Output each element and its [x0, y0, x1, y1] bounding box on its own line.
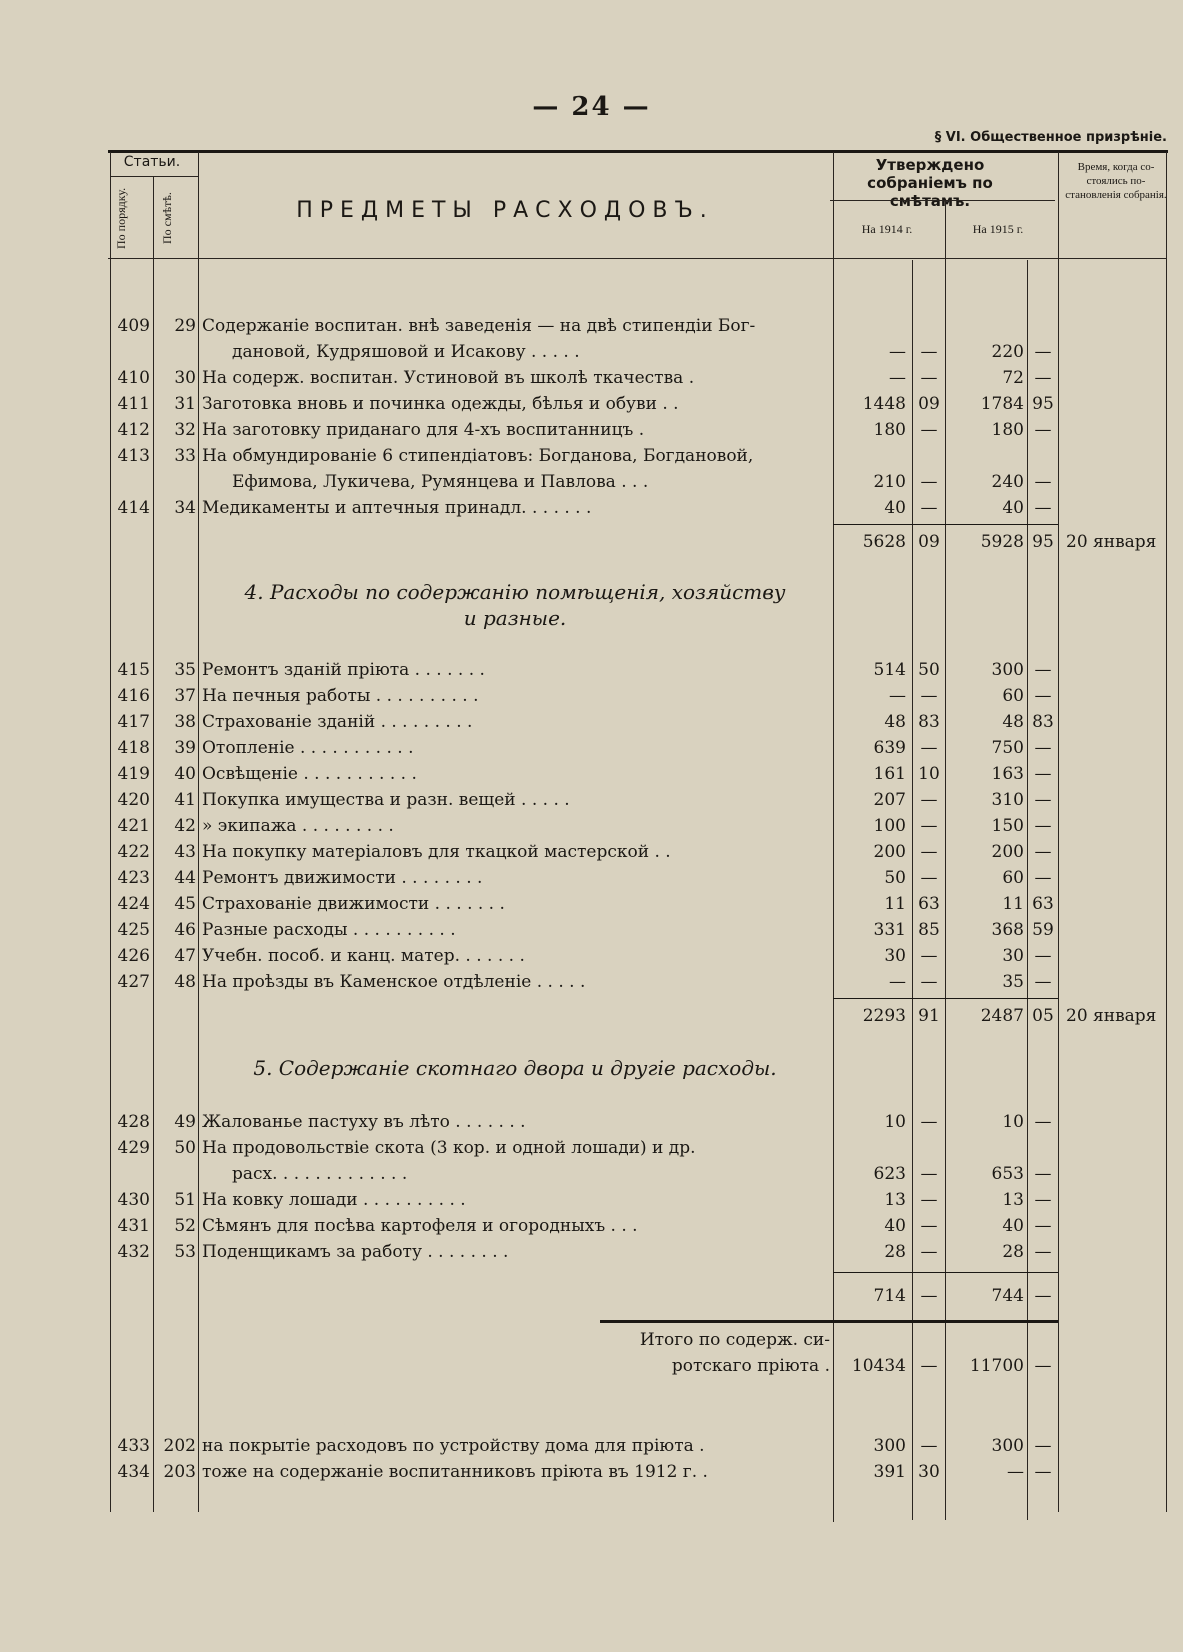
kop-1915: — [1034, 868, 1052, 888]
header-po-smete: По смѣтѣ. [160, 192, 174, 244]
amount-1915: 48 [1002, 712, 1024, 732]
amount-1914: — [889, 342, 906, 362]
row-text: На покупку матеріаловъ для ткацкой мастерской . . [202, 842, 671, 862]
kop-1915: — [1034, 790, 1052, 810]
row-num: 419 [117, 764, 150, 784]
total-rule [600, 1320, 1058, 1323]
row-num: 422 [117, 842, 150, 862]
row-text: Страхованіе движимости . . . . . . . [202, 894, 505, 914]
kop-1914: — [920, 842, 938, 862]
row-num: 412 [117, 420, 150, 440]
subtotal-kop-1915: 05 [1032, 1006, 1054, 1026]
amount-1915: 40 [1002, 1216, 1024, 1236]
itogo-1915: 11700 [969, 1356, 1024, 1376]
row-num: 416 [117, 686, 150, 706]
row-smeta: 39 [174, 738, 196, 758]
header-statyi: Статьи. [123, 154, 181, 170]
row-text: Сѣмянъ для посѣва картофеля и огородныхъ . . . [202, 1216, 638, 1236]
itogo-1914: 10434 [851, 1356, 906, 1376]
amount-1915: 300 [991, 1436, 1024, 1456]
row-smeta: 45 [174, 894, 196, 914]
header-vremya: Время, когда со-стоялись по-становленія собранія. [1065, 161, 1167, 201]
amount-1914: 40 [884, 498, 906, 518]
kop-1914: 10 [918, 764, 940, 784]
row-smeta: 37 [174, 686, 196, 706]
kop-1915: — [1034, 686, 1052, 706]
row-num: 410 [117, 368, 150, 388]
amount-1914: 28 [884, 1242, 906, 1262]
kop-1915: — [1034, 1436, 1052, 1456]
kop-1915: 59 [1032, 920, 1054, 940]
row-num: 432 [117, 1242, 150, 1262]
amount-1914: 48 [884, 712, 906, 732]
subtotal-rule [833, 524, 1058, 525]
row-num: 428 [117, 1112, 150, 1132]
kop-1914: — [920, 868, 938, 888]
row-num: 418 [117, 738, 150, 758]
header-po-poryadku: По порядку. [114, 187, 128, 249]
itogo-label-line2: ротскаго пріюта . [671, 1356, 830, 1376]
kop-1914: — [920, 368, 938, 388]
amount-1914: 13 [884, 1190, 906, 1210]
row-num: 414 [117, 498, 150, 518]
row-smeta: 51 [174, 1190, 196, 1210]
row-text: Страхованіе зданій . . . . . . . . . [202, 712, 473, 732]
row-text: На содерж. воспитан. Устиновой въ школѣ ткачества . [202, 368, 695, 388]
col-line-h [1058, 152, 1059, 1512]
amount-1915: 750 [991, 738, 1024, 758]
kop-1915: — [1034, 1190, 1052, 1210]
section-5-heading: 5. Содержаніе скотнаго двора и другіе расходы. [253, 1056, 777, 1080]
section-4-heading-line2: и разные. [463, 606, 567, 630]
row-smeta: 202 [163, 1436, 196, 1456]
amount-1914: 100 [873, 816, 906, 836]
kop-1915: — [1034, 738, 1052, 758]
row-smeta: 40 [174, 764, 196, 784]
row-text: На продовольствіе скота (3 кор. и одной лошади) и др. [202, 1138, 696, 1158]
amount-1914: 207 [873, 790, 906, 810]
kop-1915: — [1034, 472, 1052, 492]
subtotal-kop-1914: — [920, 1286, 938, 1306]
amount-1914: 210 [873, 472, 906, 492]
subtotal-1915: 5928 [980, 532, 1024, 552]
row-text: Медикаменты и аптечныя принадл. . . . . . . [202, 498, 592, 518]
row-num: 415 [117, 660, 150, 680]
header-1915: На 1915 г. [972, 222, 1024, 236]
amount-1915: 220 [991, 342, 1024, 362]
amount-1915: 13 [1002, 1190, 1024, 1210]
amount-1914: 331 [873, 920, 906, 940]
row-smeta: 43 [174, 842, 196, 862]
subtotal-kop-1914: 91 [918, 1006, 940, 1026]
row-num: 434 [117, 1462, 150, 1482]
amount-1914: 391 [873, 1462, 906, 1482]
row-num: 409 [117, 316, 150, 336]
row-smeta: 31 [174, 394, 196, 414]
row-num: 413 [117, 446, 150, 466]
row-text: Разные расходы . . . . . . . . . . [202, 920, 456, 940]
row-smeta: 203 [163, 1462, 196, 1482]
page-number: — 24 — [532, 92, 651, 122]
row-smeta: 48 [174, 972, 196, 992]
kop-1914: — [920, 1190, 938, 1210]
kop-1915: — [1034, 972, 1052, 992]
kop-1914: — [920, 738, 938, 758]
subtotal-1915: 2487 [980, 1006, 1024, 1026]
subtotal-1915: 744 [991, 1286, 1024, 1306]
kop-1915: — [1034, 660, 1052, 680]
amount-1915: 200 [991, 842, 1024, 862]
row-smeta: 46 [174, 920, 196, 940]
amount-1915: 163 [991, 764, 1024, 784]
kop-1914: — [920, 1164, 938, 1184]
kop-1915: — [1034, 368, 1052, 388]
row-smeta: 52 [174, 1216, 196, 1236]
kop-1914: — [920, 686, 938, 706]
amount-1914: 639 [873, 738, 906, 758]
col-line-c [198, 152, 199, 1512]
subtotal-1914: 714 [873, 1286, 906, 1306]
kop-1914: — [920, 420, 938, 440]
row-smeta: 32 [174, 420, 196, 440]
row-text: Отопленіе . . . . . . . . . . . [202, 738, 414, 758]
row-text: На печныя работы . . . . . . . . . . [202, 686, 479, 706]
kop-1915: — [1034, 342, 1052, 362]
row-num: 417 [117, 712, 150, 732]
kop-1914: — [920, 816, 938, 836]
row-smeta: 30 [174, 368, 196, 388]
amount-1914: — [889, 686, 906, 706]
row-num: 421 [117, 816, 150, 836]
row-num: 411 [117, 394, 150, 414]
amount-1914: — [889, 972, 906, 992]
row-text: Ефимова, Лукичева, Румянцева и Павлова . . . [232, 472, 649, 492]
row-text: На заготовку приданаго для 4-хъ воспитанницъ . [202, 420, 645, 440]
col-line-e [912, 260, 913, 1520]
kop-1914: — [920, 790, 938, 810]
col-line-i [1166, 152, 1167, 1512]
kop-1915: — [1034, 1216, 1052, 1236]
amount-1914: 300 [873, 1436, 906, 1456]
amount-1914: 514 [873, 660, 906, 680]
section-label: § VI. Общественное призрѣніе. [934, 130, 1167, 145]
kop-1914: — [920, 1216, 938, 1236]
row-num: 423 [117, 868, 150, 888]
kop-1915: 95 [1032, 394, 1054, 414]
kop-1915: — [1034, 946, 1052, 966]
row-text: На проѣзды въ Каменское отдѣленіе . . . . . [202, 972, 586, 992]
row-text: Поденщикамъ за работу . . . . . . . . [202, 1242, 509, 1262]
row-smeta: 53 [174, 1242, 196, 1262]
itogo-label-line1: Итого по содерж. си- [639, 1330, 830, 1350]
amount-1915: 40 [1002, 498, 1024, 518]
row-smeta: 49 [174, 1112, 196, 1132]
subtotal-date: 20 января [1066, 532, 1157, 552]
kop-1915: — [1034, 764, 1052, 784]
header-title: ПРЕДМЕТЫ РАСХОДОВЪ. [296, 198, 714, 223]
kop-1914: — [920, 972, 938, 992]
kop-1914: — [920, 472, 938, 492]
row-smeta: 34 [174, 498, 196, 518]
amount-1915: 653 [991, 1164, 1024, 1184]
row-smeta: 35 [174, 660, 196, 680]
amount-1914: 1448 [862, 394, 906, 414]
row-text: тоже на содержаніе воспитанниковъ пріюта въ 1912 г. . [202, 1462, 708, 1482]
amount-1915: 28 [1002, 1242, 1024, 1262]
kop-1915: 63 [1032, 894, 1054, 914]
row-text: Содержаніе воспитан. внѣ заведенія — на двѣ стипендіи Бог- [202, 316, 756, 336]
year-rule [830, 200, 1055, 201]
row-num: 430 [117, 1190, 150, 1210]
subtotal-kop-1914: 09 [918, 532, 940, 552]
row-text: Освѣщеніе . . . . . . . . . . . [202, 764, 417, 784]
amount-1914: 161 [873, 764, 906, 784]
kop-1915: 83 [1032, 712, 1054, 732]
row-text: дановой, Кудряшовой и Исакову . . . . . [232, 342, 580, 362]
row-smeta: 29 [174, 316, 196, 336]
kop-1915: — [1034, 816, 1052, 836]
amount-1914: 200 [873, 842, 906, 862]
kop-1915: — [1034, 1242, 1052, 1262]
row-num: 420 [117, 790, 150, 810]
header-bottom-rule [108, 258, 1166, 259]
amount-1914: 623 [873, 1164, 906, 1184]
kop-1915: — [1034, 498, 1052, 518]
subtotal-kop-1915: 95 [1032, 532, 1054, 552]
kop-1914: — [920, 946, 938, 966]
row-text: Ремонтъ движимости . . . . . . . . [202, 868, 483, 888]
section-4-heading-line1: 4. Расходы по содержанію помѣщенія, хозяйству [244, 580, 786, 604]
row-text: Покупка имущества и разн. вещей . . . . . [202, 790, 570, 810]
row-smeta: 41 [174, 790, 196, 810]
amount-1915: 310 [991, 790, 1024, 810]
subtotal-rule [833, 1272, 1058, 1273]
amount-1915: 180 [991, 420, 1024, 440]
row-smeta: 33 [174, 446, 196, 466]
kop-1915: — [1034, 420, 1052, 440]
kop-1915: — [1034, 1112, 1052, 1132]
amount-1915: 72 [1002, 368, 1024, 388]
kop-1914: 83 [918, 712, 940, 732]
row-num: 431 [117, 1216, 150, 1236]
subtotal-kop-1915: — [1034, 1286, 1052, 1306]
row-text: На ковку лошади . . . . . . . . . . [202, 1190, 466, 1210]
amount-1915: 240 [991, 472, 1024, 492]
row-smeta: 44 [174, 868, 196, 888]
subtotal-rule [833, 998, 1058, 999]
kop-1914: — [920, 1436, 938, 1456]
itogo-kop-1914: — [920, 1356, 938, 1376]
kop-1914: — [920, 1242, 938, 1262]
subtotal-1914: 2293 [862, 1006, 906, 1026]
row-num: 427 [117, 972, 150, 992]
row-num: 424 [117, 894, 150, 914]
amount-1915: 10 [1002, 1112, 1024, 1132]
subtotal-1914: 5628 [862, 532, 906, 552]
row-num: 426 [117, 946, 150, 966]
kop-1914: — [920, 1112, 938, 1132]
subtotal-date: 20 января [1066, 1006, 1157, 1026]
kop-1915: — [1034, 1462, 1052, 1482]
row-num: 429 [117, 1138, 150, 1158]
kop-1914: 50 [918, 660, 940, 680]
row-text: На обмундированіе 6 стипендіатовъ: Богданова, Богдановой, [202, 446, 754, 466]
amount-1914: 11 [884, 894, 906, 914]
row-smeta: 50 [174, 1138, 196, 1158]
amount-1914: 40 [884, 1216, 906, 1236]
amount-1915: 60 [1002, 686, 1024, 706]
top-rule [108, 150, 1168, 153]
amount-1915: 35 [1002, 972, 1024, 992]
row-smeta: 42 [174, 816, 196, 836]
kop-1914: 30 [918, 1462, 940, 1482]
header-utverzhdeno: Утверждено собраніемъ по смѣтамъ. [867, 156, 993, 210]
amount-1914: 30 [884, 946, 906, 966]
amount-1915: 11 [1002, 894, 1024, 914]
kop-1914: — [920, 498, 938, 518]
amount-1915: 30 [1002, 946, 1024, 966]
statyi-rule [110, 176, 198, 177]
row-text: Заготовка вновь и починка одежды, бѣлья и обуви . . [202, 394, 679, 414]
amount-1914: 180 [873, 420, 906, 440]
amount-1915: 1784 [980, 394, 1024, 414]
row-text: расх. . . . . . . . . . . . . [232, 1164, 408, 1184]
kop-1915: — [1034, 842, 1052, 862]
itogo-kop-1915: — [1034, 1356, 1052, 1376]
col-line-d [833, 152, 834, 1522]
amount-1915: 300 [991, 660, 1024, 680]
row-num: 425 [117, 920, 150, 940]
row-text: Жалованье пастуху въ лѣто . . . . . . . [202, 1112, 526, 1132]
row-text: » экипажа . . . . . . . . . [202, 816, 394, 836]
row-text: на покрытіе расходовъ по устройству дома для пріюта . [202, 1436, 705, 1456]
row-num: 433 [117, 1436, 150, 1456]
row-text: Учебн. пособ. и канц. матер. . . . . . . [202, 946, 525, 966]
amount-1914: 10 [884, 1112, 906, 1132]
amount-1914: 50 [884, 868, 906, 888]
col-line-g [1027, 260, 1028, 1520]
amount-1914: — [889, 368, 906, 388]
kop-1915: — [1034, 1164, 1052, 1184]
kop-1914: 09 [918, 394, 940, 414]
amount-1915: 368 [991, 920, 1024, 940]
row-smeta: 47 [174, 946, 196, 966]
row-smeta: 38 [174, 712, 196, 732]
kop-1914: 85 [918, 920, 940, 940]
amount-1915: 150 [991, 816, 1024, 836]
amount-1915: — [1007, 1462, 1024, 1482]
kop-1914: — [920, 342, 938, 362]
kop-1914: 63 [918, 894, 940, 914]
header-1914: На 1914 г. [861, 222, 913, 236]
row-text: Ремонтъ зданій пріюта . . . . . . . [202, 660, 485, 680]
amount-1915: 60 [1002, 868, 1024, 888]
